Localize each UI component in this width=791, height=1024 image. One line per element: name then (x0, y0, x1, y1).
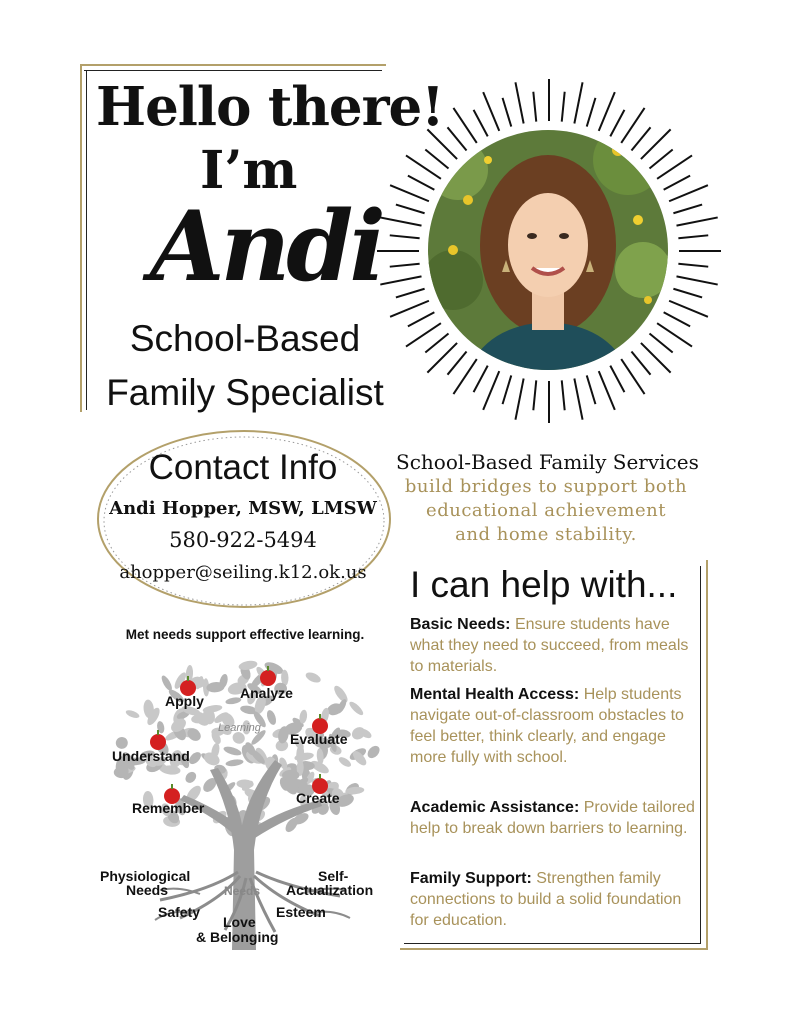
tree-leaf (365, 744, 382, 761)
frame-line (400, 948, 708, 950)
tree-root-belonging: & Belonging (196, 929, 279, 945)
apple-stem (267, 666, 269, 671)
sunburst-ray (533, 92, 536, 122)
tree-leaf (332, 684, 350, 705)
frame-line (700, 566, 701, 944)
role-title-line1: School-Based (129, 318, 361, 359)
sunburst-ray (447, 127, 466, 150)
tree-root-esteem: Esteem (276, 904, 326, 920)
tree-root-love: Love (223, 914, 256, 930)
tree-leaf (160, 674, 174, 692)
sunburst-ray (669, 185, 708, 201)
contact-title: Contact Info (148, 448, 338, 487)
sunburst-ray (610, 366, 624, 392)
sunburst-ray (562, 92, 565, 122)
sunburst-ray (474, 110, 488, 136)
tree-leaf (223, 745, 243, 757)
sunburst-ray (474, 366, 488, 392)
sunburst-ray (677, 276, 718, 284)
tree-label-remember: Remember (132, 800, 205, 816)
sunburst-ray (599, 92, 615, 131)
frame-line (86, 70, 87, 410)
help-item-family-support (410, 868, 695, 931)
sunburst-ray (673, 205, 702, 214)
sunburst-ray (515, 379, 523, 420)
tree-crown-title: Learning (218, 722, 261, 734)
sunburst-ray (515, 82, 523, 123)
sunburst-ray (673, 289, 702, 298)
help-item-academic (410, 797, 695, 839)
sunburst-ray (587, 98, 596, 127)
sunburst-ray (425, 333, 448, 352)
help-item-label: Mental Health Access: (410, 686, 580, 703)
sunburst-ray (390, 301, 429, 317)
help-item-mental-health (410, 684, 695, 768)
sunburst-ray (483, 371, 499, 410)
sunburst-ray (562, 380, 565, 410)
sunburst-ray (574, 379, 582, 420)
sunburst-ray (390, 235, 420, 238)
tree-leaf (236, 779, 254, 789)
services-line2: educational achievement (426, 500, 666, 521)
frame-line (84, 70, 382, 71)
tree-root-self: Self- (318, 868, 349, 884)
tree-leaf (304, 670, 322, 684)
help-item-label: Family Support: (410, 870, 532, 887)
apple-stem (319, 714, 321, 719)
sunburst-ray (664, 312, 690, 326)
services-line3: and home stability. (455, 524, 637, 545)
sunburst-ray (503, 375, 512, 404)
sunburst-ray (425, 149, 448, 168)
tree-label-apply: Apply (165, 693, 204, 709)
tree-leaf (265, 709, 278, 726)
contact-name: Andi Hopper, MSW, LMSW (109, 498, 377, 519)
sunburst-ray (396, 289, 425, 298)
tree-leaf (225, 758, 244, 767)
services-title: School-Based Family Services (396, 450, 699, 474)
sunburst-ray (678, 235, 708, 238)
sunburst-ray (664, 176, 690, 190)
tree-root-title: Needs (224, 884, 261, 898)
help-item-text: Strengthen family connections to build a solid foundation for education. (410, 870, 682, 929)
name-script: Andi (150, 190, 382, 303)
help-item-label: Academic Assistance: (410, 799, 580, 816)
tree-label-create: Create (296, 790, 340, 806)
apple-stem (157, 730, 159, 735)
tree-root-physiological: Physiological (100, 868, 191, 884)
apple-stem (319, 774, 321, 779)
help-title: I can help with... (410, 564, 678, 605)
profile-photo (428, 130, 668, 370)
tree-leaf (125, 709, 141, 720)
sunburst-ray (380, 276, 421, 284)
tree-root-actualization: Actualization (286, 882, 374, 898)
hello-heading: Hello there! (96, 76, 444, 138)
sunburst-ray (533, 380, 536, 410)
sunburst-ray (390, 185, 429, 201)
help-item-text: Ensure students have what they need to succeed, from meals to materials. (410, 616, 689, 675)
sunburst-ray (677, 217, 718, 225)
sunburst-ray (447, 351, 466, 374)
sunburst-ray (503, 98, 512, 127)
frame-line (706, 560, 708, 950)
sunburst-ray (649, 149, 672, 168)
tree-label-understand: Understand (112, 748, 190, 764)
frame-line (404, 943, 701, 944)
tree-leaf (282, 770, 299, 781)
help-item-basic-needs (410, 614, 695, 677)
help-item-text: Help students navigate out-of-classroom obstacles to feel better, think clearly, and engage more fully with school. (410, 686, 684, 766)
sunburst-ray (380, 217, 421, 225)
sunburst-ray (610, 110, 624, 136)
tree-root-safety: Safety (158, 904, 201, 920)
apple-stem (187, 676, 189, 681)
apple-icon (260, 670, 276, 686)
sunburst-ray (631, 351, 650, 374)
tree-label-analyze: Analyze (240, 685, 293, 701)
role-title-line2: Family Specialist (106, 372, 384, 413)
sunburst-ray (587, 375, 596, 404)
sunburst-ray (678, 264, 708, 267)
sunburst-ray (574, 82, 582, 123)
sunburst-ray (669, 301, 708, 317)
tree-root-physiological-2: Needs (126, 882, 169, 898)
sunburst-ray (396, 205, 425, 214)
contact-email[interactable]: ahopper@seiling.k12.ok.us (119, 562, 367, 583)
tree-leaf (183, 770, 198, 785)
sunburst-ray (649, 333, 672, 352)
sunburst-ray (483, 92, 499, 131)
sunburst-ray (408, 312, 434, 326)
tree-label-evaluate: Evaluate (290, 731, 348, 747)
help-item-text: Provide tailored help to break down barriers to learning. (410, 799, 695, 837)
services-line1: build bridges to support both (404, 476, 688, 497)
frame-line (80, 64, 82, 412)
hello-subheading: I’m (200, 140, 298, 201)
sunburst-ray (408, 176, 434, 190)
sunburst-ray (631, 127, 650, 150)
tree-caption: Met needs support effective learning. (125, 627, 365, 642)
sunburst-ray (599, 371, 615, 410)
contact-phone[interactable]: 580-922-5494 (169, 528, 317, 552)
sunburst-ray (390, 264, 420, 267)
apple-stem (171, 784, 173, 789)
tree-leaf (348, 700, 366, 717)
frame-line (80, 64, 386, 66)
help-item-label: Basic Needs: (410, 616, 511, 633)
